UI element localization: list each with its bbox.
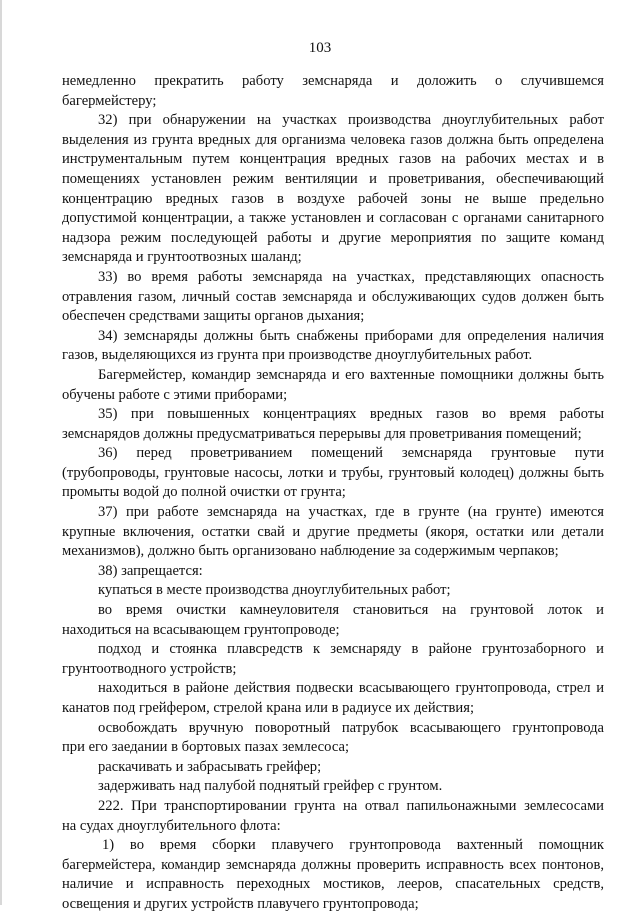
text-line: купаться в месте производства дноуглубительных работ; bbox=[98, 582, 451, 599]
text-line: багермейстеру; bbox=[62, 92, 157, 109]
text-line: 36) перед проветриванием помещений земснаряда грунтовые пути bbox=[98, 445, 604, 462]
text-line: при его заедании в бортовых пазах землесоса; bbox=[62, 739, 350, 756]
text-line: задерживать над палубой поднятый грейфер с грунтом. bbox=[98, 778, 443, 795]
text-line: земснарядов должны предусматриваться перерывы для проветривания помещений; bbox=[62, 425, 582, 442]
text-line: освобождать вручную поворотный патрубок всасывающего грунтопровода bbox=[98, 719, 604, 736]
scan-edge bbox=[0, 0, 2, 905]
text-line: грунтоотводного устройств; bbox=[62, 660, 237, 677]
text-line: допустимой концентрации, а также установлен и согласован с органами санитарного bbox=[62, 210, 604, 227]
text-line: помещениях установлен режим вентиляции и проветривания, обеспечивающий bbox=[62, 170, 604, 187]
text-line: подход и стоянка плавсредств к земснаряду в районе грунтозаборного и bbox=[98, 641, 604, 658]
text-line: во время очистки камнеуловителя становиться на грунтовой лоток и bbox=[98, 602, 604, 619]
text-line: находиться на всасывающем грунтопроводе; bbox=[62, 621, 340, 638]
text-line: 32) при обнаружении на участках производства дноуглубительных работ bbox=[98, 112, 604, 129]
text-line: багермейстера, командир земснаряда должны проверить исправность всех понтонов, bbox=[62, 856, 604, 873]
text-line: выделения из грунта вредных для организма человека газов должна быть определена bbox=[62, 131, 604, 148]
text-line: механизмов), должно быть организовано наблюдение за содержимым черпаков; bbox=[62, 543, 559, 560]
text-line: Багермейстер, командир земснаряда и его вахтенные помощники должны быть bbox=[98, 366, 604, 383]
text-line: надзора режим последующей работы и другие мероприятия по защите команд bbox=[62, 229, 604, 246]
text-line: концентрацию вредных газов в воздухе рабочей зоны не выше предельно bbox=[62, 190, 604, 207]
text-line: 1) во время сборки плавучего грунтопровода вахтенный помощник bbox=[102, 837, 604, 854]
text-line: (трубопроводы, грунтовые насосы, лотки и трубы, грунтовый колодец) должны быть bbox=[62, 464, 604, 481]
text-line: промыты водой до полной очистки от грунта; bbox=[62, 484, 346, 501]
text-line: 33) во время работы земснаряда на участках, представляющих опасность bbox=[98, 268, 604, 285]
text-line: раскачивать и забрасывать грейфер; bbox=[98, 758, 322, 775]
text-line: канатов под грейфером, стрелой крана или в радиусе их действия; bbox=[62, 700, 475, 716]
text-line: обучены работе с этими приборами; bbox=[62, 386, 288, 403]
page-number: 103 bbox=[308, 40, 332, 56]
text-line: отравления газом, личный состав земснаряда и обслуживающих судов должен быть bbox=[62, 288, 604, 305]
text-line: немедленно прекратить работу земснаряда и доложить о случившемся bbox=[62, 73, 604, 89]
text-line: освещения и других устройств плавучего грунтопровода; bbox=[62, 895, 419, 912]
text-line: обеспечен средствами защиты органов дыхания; bbox=[62, 308, 365, 325]
text-line: 34) земснаряды должны быть снабжены приборами для определения наличия bbox=[98, 327, 604, 344]
text-line: крупные включения, остатки свай и другие предметы (якоря, остатки или детали bbox=[62, 523, 604, 540]
text-line: находиться в районе действия подвески всасывающего грунтопровода, стрел и bbox=[98, 680, 604, 697]
text-line: 222. При транспортировании грунта на отвал папильонажными землесосами bbox=[98, 797, 604, 814]
text-line: инструментальным путем концентрация вредных газов на рабочих местах и в bbox=[62, 151, 604, 168]
text-line: наличие и исправность переходных мостиков, лееров, спасательных средств, bbox=[62, 876, 604, 893]
text-line: на судах дноуглубительного флота: bbox=[62, 817, 281, 834]
document-body bbox=[62, 72, 604, 915]
text-line: 35) при повышенных концентрациях вредных газов во время работы bbox=[98, 406, 604, 423]
text-line: газов, выделяющихся из грунта при производстве дноуглубительных работ. bbox=[62, 347, 533, 364]
text-line: 38) запрещается: bbox=[98, 562, 203, 579]
text-line: 37) при работе земснаряда на участках, где в грунте (на грунте) имеются bbox=[98, 504, 604, 521]
text-line: земснаряда и грунтоотвозных шаланд; bbox=[62, 249, 302, 266]
